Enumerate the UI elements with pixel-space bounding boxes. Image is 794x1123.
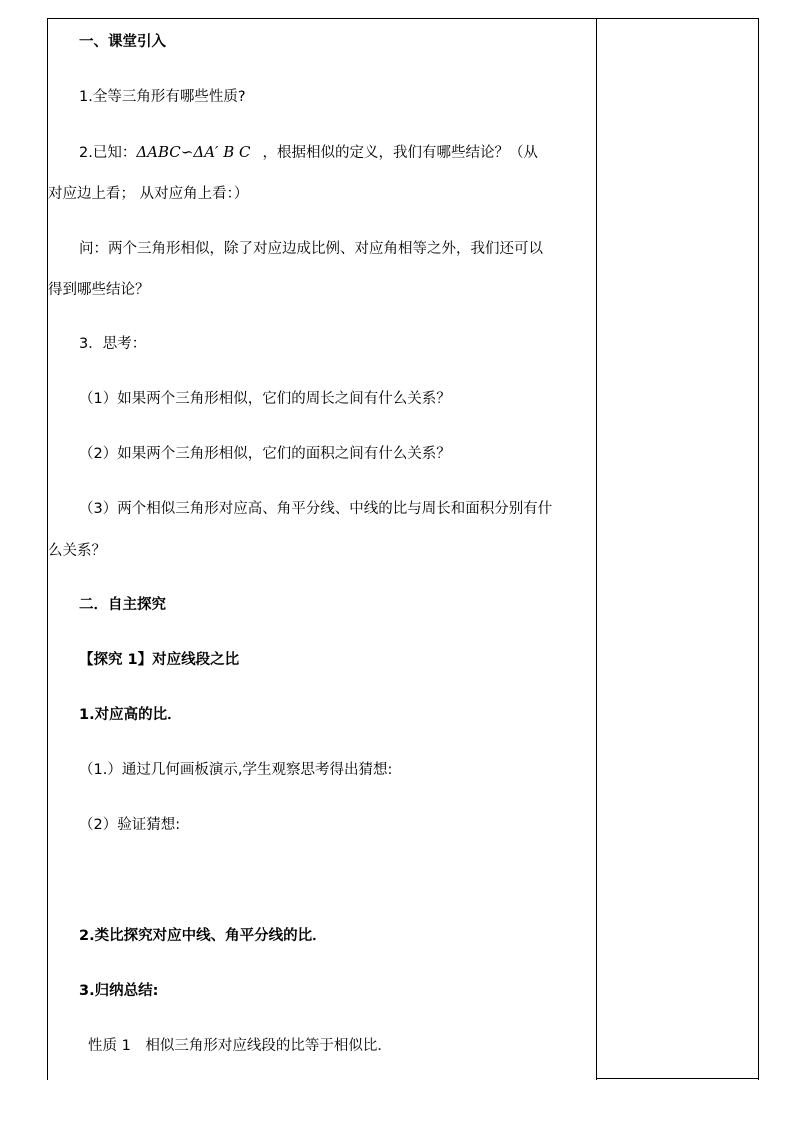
- item-1-step-2: （2）验证猜想:: [79, 817, 181, 833]
- item-2-heading: 2.类比探究对应中线、角平分线的比．: [79, 928, 327, 944]
- question-2-continuation: 对应边上看； 从对应角上看：）: [48, 186, 249, 202]
- think-item-3-line-1: （3）两个相似三角形对应高、角平分线、中线的比与周长和面积分别有什: [79, 501, 553, 517]
- explore-1-heading: 【探究 1】对应线段之比: [79, 652, 240, 668]
- item-1-heading: 1.对应高的比．: [79, 707, 182, 723]
- right-cell-bottom-border: [596, 1078, 759, 1079]
- item-3-heading: 3.归纳总结:: [79, 983, 159, 999]
- question-2-suffix: ，根据相似的定义，我们有哪些结论？（从: [262, 145, 538, 161]
- table-right-border: [758, 18, 759, 1080]
- think-heading: 3．思考：: [79, 336, 147, 352]
- question-2-prefix: 2.已知：: [79, 145, 137, 161]
- ask-line-2: 得到哪些结论？: [48, 282, 150, 298]
- explore-heading: 二．自主探究: [79, 597, 166, 613]
- think-item-3-line-2: 么关系？: [48, 543, 106, 559]
- property-1: 性质 1 相似三角形对应线段的比等于相似比．: [88, 1038, 392, 1054]
- similar-triangles-formula: ΔABC∽ΔA′ B C: [136, 143, 251, 161]
- ask-line-1: 问：两个三角形相似，除了对应边成比例、对应角相等之外，我们还可以: [79, 241, 543, 257]
- intro-heading: 一、课堂引入: [79, 34, 166, 50]
- item-1-step-1: （1.）通过几何画板演示,学生观察思考得出猜想:: [79, 762, 393, 778]
- table-column-divider: [596, 18, 597, 1080]
- table-top-border: [47, 18, 759, 19]
- think-item-1: （1）如果两个三角形相似，它们的周长之间有什么关系？: [79, 391, 451, 407]
- question-2: [48, 142, 596, 163]
- question-1: 1.全等三角形有哪些性质?: [79, 89, 246, 105]
- think-item-2: （2）如果两个三角形相似，它们的面积之间有什么关系？: [79, 446, 451, 462]
